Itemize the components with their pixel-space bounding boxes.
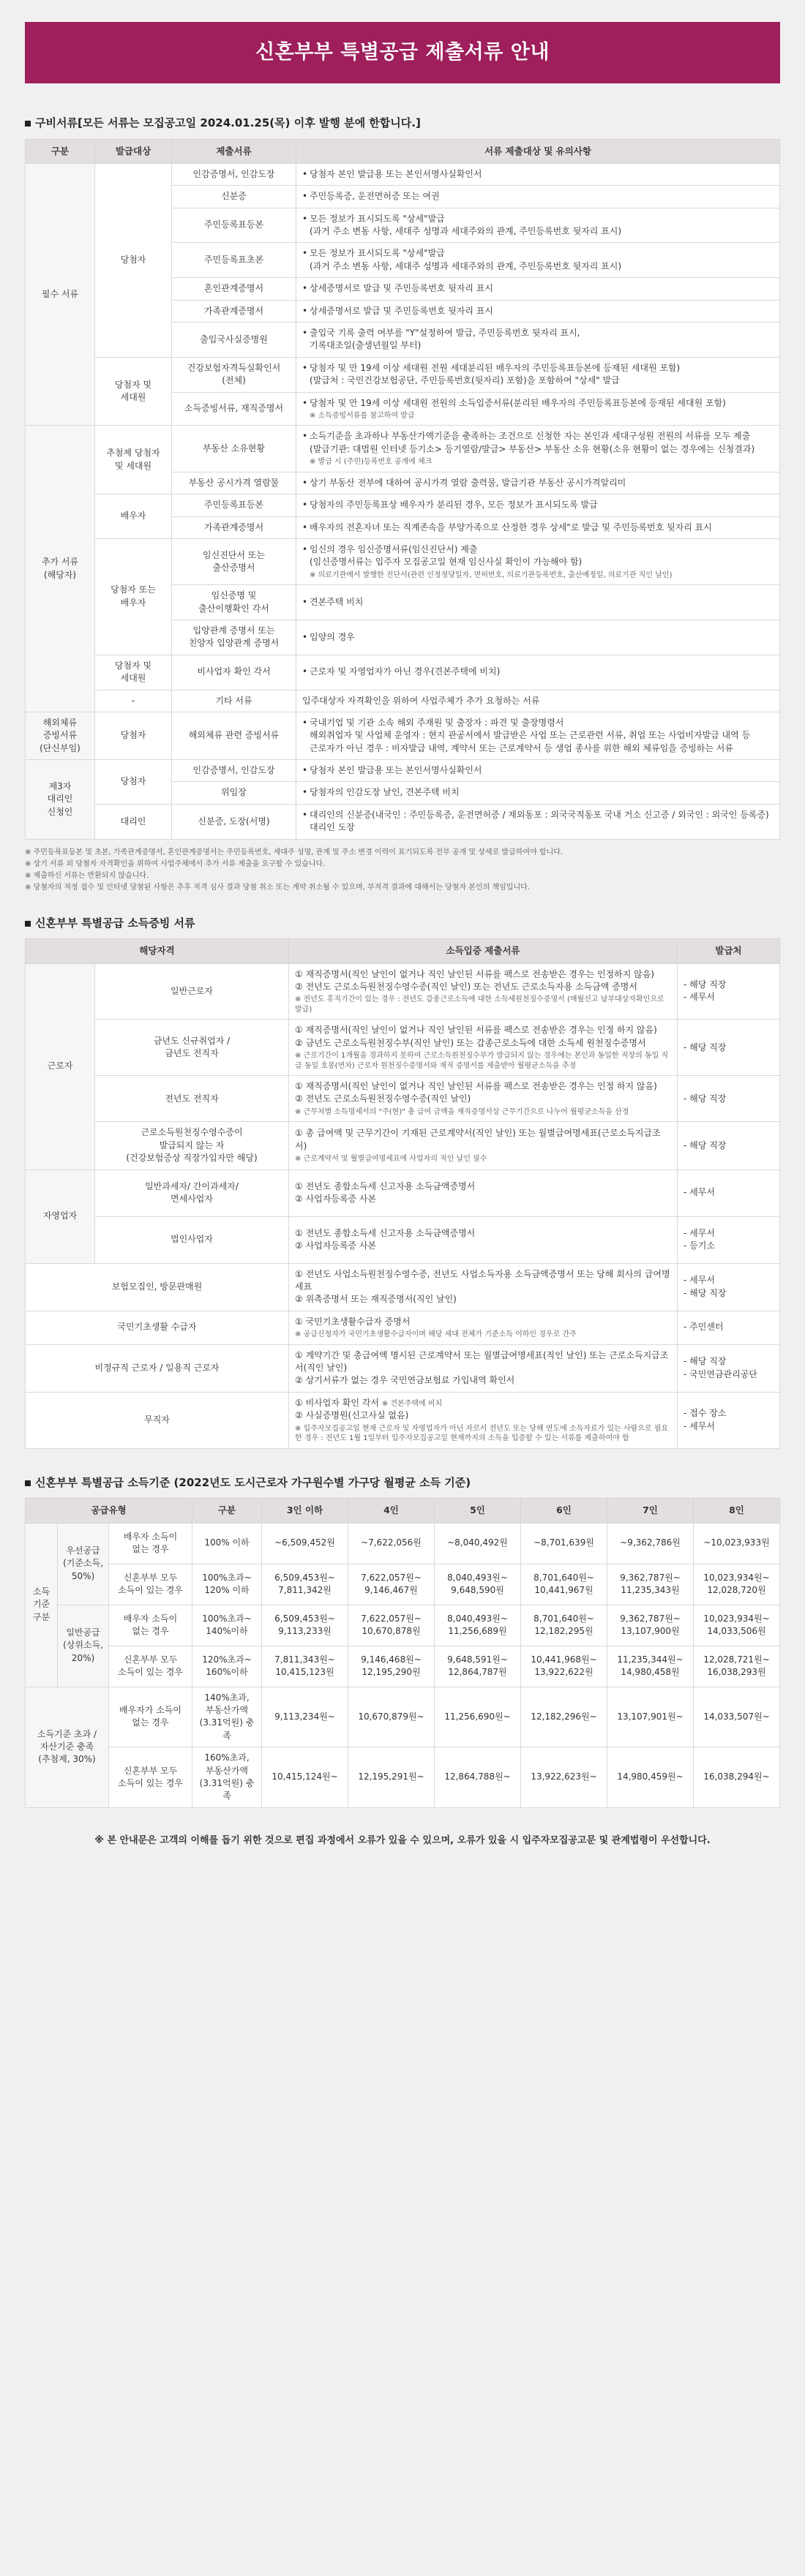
required-documents-section (25, 116, 780, 894)
table-row (26, 1687, 780, 1747)
docs-text: ① 재직증명서(직인 날인이 없거나 직인 날인된 서류를 팩스로 전송받은 경우는 인정 하지 않음) ② 금년도 근로소득원천징수부(직인 날인) 또는 갑종근로소득에 대한 소득세 원천징수증명서 (295, 1025, 657, 1048)
table-row (26, 357, 780, 392)
target-cell: - (95, 690, 172, 712)
value-cell: 13,107,901원~ (607, 1687, 694, 1747)
doc-cell: 가족관계증명서 (172, 516, 296, 538)
qualification-cell: 비정규직 근로자 / 일용직 근로자 (26, 1344, 289, 1392)
issuer-cell: - 주민센터 (678, 1311, 780, 1344)
docs-text: ① 총 급여액 및 근무기간이 기재된 근로계약서(직인 날인) 또는 월별급여명세표(근로소득지급조서) (295, 1128, 661, 1151)
note-item: • 임신의 경우 임신증명서류(임신진단서) 제출 (임신증명서류는 입주자 모집공고일 현재 임신사실 확인이 가능해야 함) ※ 의료기관에서 발행한 진단서(관련 인정정당일자, 면허번호, 의료기관등록번호, 출산예정일, 의료기관 직인 날인) (302, 543, 774, 580)
table-header-row (26, 1499, 780, 1523)
doc-cell: 기타 서류 (172, 690, 296, 712)
value-cell: 12,195,291원~ (348, 1747, 435, 1808)
table-row (26, 963, 780, 1020)
issuer-cell: - 세무서 - 해당 직장 (678, 1263, 780, 1311)
note-item: • 근로자 및 자영업자가 아닌 경우(견본주택에 비치) (302, 666, 774, 678)
column-header: 6인 (521, 1499, 607, 1523)
income-type-cell: 신혼부부 모두 소득이 있는 경우 (109, 1747, 192, 1808)
value-cell: ~10,023,933원 (694, 1523, 780, 1564)
supply-type-cell: 일반공급 (상위소득, 20%) (58, 1605, 109, 1687)
table-row (26, 1747, 780, 1808)
table-row (26, 760, 780, 782)
section-title: 신혼부부 특별공급 소득증빙 서류 (35, 916, 195, 930)
doc-cell: 신분증 (172, 186, 296, 208)
column-header: 발급처 (678, 939, 780, 963)
table-row (26, 163, 780, 185)
note-item: • 당첨자 본인 발급용 또는 본인서명사실확인서 (302, 764, 774, 777)
note-item: • 국내기업 및 기관 소속 해외 주재원 및 출장자 : 파견 및 출장명령서 해외취업자 및 사업체 운영자 : 현지 관공서에서 발급받은 사업 또는 근로관련 서류, 취업 또는 사업비자발급 내역 등 근로자가 아닌 경우 : 비자발급 내역, 계약서 또는 근로계약서 등 생업 종사를 위한 해외 체류임을 증빙하는 서류 (302, 717, 774, 755)
table-row (26, 1392, 780, 1448)
note-mini: ※ 근로기간이 1개월을 경과하지 못하여 근로소득원천징수부가 발급되지 않는 경우에는 본인과 동일한 직장의 동일 직급 동일 호봉(연차) 근로자 원천징수증명서와 재직 증명서를 제출받아 월평균소득을 추정 (295, 1052, 669, 1070)
table-row (26, 1122, 780, 1170)
doc-cell: 가족관계증명서 (172, 300, 296, 322)
value-cell: 16,038,294원~ (694, 1747, 780, 1808)
notes (25, 847, 780, 894)
value-cell: ~8,701,639원 (521, 1523, 607, 1564)
column-header: 구분 (192, 1499, 262, 1523)
income-type-cell: 신혼부부 모두 소득이 있는 경우 (109, 1564, 192, 1605)
table-row (26, 1344, 780, 1392)
supply-type-cell: 우선공급 (기준소득, 50%) (58, 1523, 109, 1605)
value-cell: ~9,362,786원 (607, 1523, 694, 1564)
category-cell: 해외체류 증빙서류 (단신부임) (26, 712, 95, 759)
table-row (26, 655, 780, 690)
table-header-row (26, 939, 780, 963)
value-cell: 10,670,879원~ (348, 1687, 435, 1747)
value-cell: 7,811,343원~ 10,415,123원 (262, 1646, 348, 1687)
condition-cell: 100%초과~ 140%이하 (192, 1605, 262, 1646)
income-proof-table (25, 938, 780, 1448)
table-header-row (26, 139, 780, 163)
page-title: 신혼부부 특별공급 제출서류 안내 (25, 22, 780, 83)
table-row (26, 1311, 780, 1344)
doc-cell: 임신증명 및 출산이행확인 각서 (172, 585, 296, 620)
issuer-cell: - 세무서 - 등기소 (678, 1216, 780, 1263)
condition-cell: 120%초과~ 160%이하 (192, 1646, 262, 1687)
note-mini: ※ 근무처별 소득명세서의 "주(현)" 총 급여 금액을 재직증명서상 근무기간으로 나누어 월평균소득을 산정 (295, 1107, 629, 1116)
doc-cell: 입양관계 증명서 또는 친양자 입양관계 증명서 (172, 619, 296, 655)
docs-text: ① 전년도 종합소득세 신고자용 소득금액증명서 ② 사업자등록증 사본 (289, 1216, 678, 1263)
column-header: 3인 이하 (262, 1499, 348, 1523)
value-cell: 8,040,493원~ 9,648,590원 (435, 1564, 521, 1605)
note-item: • 출입국 기록 출력 여부를 "Y"설정하여 발급, 주민등록번호 뒷자리 표시, 기록대조일(출생년월일 부터) (302, 327, 774, 353)
value-cell: 11,235,344원~ 14,980,458원 (607, 1646, 694, 1687)
value-cell: 10,441,968원~ 13,922,622원 (521, 1646, 607, 1687)
column-header: 해당자격 (26, 939, 289, 963)
note-item: • 당첨자의 인감도장 날인, 견본주택 비치 (302, 786, 774, 799)
value-cell: 10,023,934원~ 14,033,506원 (694, 1605, 780, 1646)
table-row (26, 1076, 780, 1122)
note-item: • 모든 정보가 표시되도록 "상세"발급 (과거 주소 변동 사항, 세대주 성명과 세대주와의 관계, 주민등록번호 뒷자리 표시) (302, 247, 774, 273)
docs-text: ① 재직증명서(직인 날인이 없거나 직인 날인된 서류를 팩스로 전송받은 경우는 인정하지 않음) ② 전년도 근로소득원천징수영수증(직인 날인) 또는 전년도 근로소득자용 소득금액 증명서 (295, 968, 654, 992)
doc-cell: 주민등록표등본 (172, 208, 296, 243)
doc-cell: 소득증빙서류, 재직증명서 (172, 392, 296, 426)
group-cell: 소득 기준 구분 (26, 1523, 58, 1687)
issuer-cell: - 접수 장소 - 세무서 (678, 1392, 780, 1448)
note-item: • 상세증명서로 발급 및 주민등록번호 뒷자리 표시 (302, 282, 774, 295)
table-row (26, 426, 780, 472)
note-mini: ※ 입주자모집공고일 현재 근로자 및 자영업자가 아닌 자로서 전년도 또는 당해 연도에 소득자료가 있는 사람으로 필요한 경우 : 전년도 1월 1일부터 입주자모집공고일 현재까지의 소득을 입증할 수 있는 서류를 제출하여야 함 (295, 1424, 669, 1443)
issuer-cell: - 해당 직장 - 국민연금관리공단 (678, 1344, 780, 1392)
note-mini: ※ 발급 시 (주민)등록번호 공개에 체크 (310, 458, 433, 467)
note-item: • 당첨자 및 만 19세 이상 세대원 전원의 소득입증서류(분리된 배우자의 주민등록표등본에 등재된 세대원 포함) ※ 소득증빙서류를 참고하여 발급 (302, 397, 774, 421)
note-mini: ※ 전년도 휴직기간이 있는 경우 : 전년도 갑종근로소득에 대한 소득세원천징수증명서 (매월신고 납부대상자확인으로 발급) (295, 995, 664, 1014)
value-cell: 6,509,453원~ 9,113,233원 (262, 1605, 348, 1646)
table-row (26, 1646, 780, 1687)
income-proof-section (25, 916, 780, 1449)
docs-text: ① 계약기간 및 총급여액 명시된 근로계약서 또는 월별급여명세표(직인 날인) 또는 근로소득지급조서(직인 날인) ② 상기서류가 없는 경우 국민연금보험료 가입내역 확인서 (289, 1344, 678, 1392)
target-cell: 당첨자 (95, 760, 172, 805)
issuer-cell: - 해당 직장 - 세무서 (678, 963, 780, 1020)
value-cell: 12,182,296원~ (521, 1687, 607, 1747)
note-item: • 당첨자 및 만 19세 이상 세대원 전원 세대분리된 배우자의 주민등록표등본에 등재된 세대원 포함) (발급처 : 국민건강보험공단, 주민등록번호(뒷자리) 포함)을 포함하여 "상세" 발급 (302, 362, 774, 388)
table-row (26, 1263, 780, 1311)
category-cell: 근로자 (26, 963, 95, 1170)
value-cell: 8,040,493원~ 11,256,689원 (435, 1605, 521, 1646)
value-cell: ~6,509,452원 (262, 1523, 348, 1564)
qualification-cell: 보험모집인, 방문판매원 (26, 1263, 289, 1311)
doc-cell: 혼인관계증명서 (172, 278, 296, 300)
note-item: • 소득기준을 초과하나 부동산가액기준을 충족하는 조건으로 신청한 자는 본인과 세대구성원 전원의 서류를 모두 제출 (발급기관: 대법원 인터넷 등기소> 등기열람/발급> 부동산> 부동산 소유 현황(소유 현황이 없는 경우에는 신청결과) ※ 발급 시 (주민)등록번호 공개에 체크 (302, 430, 774, 467)
square-bullet-icon (25, 121, 31, 127)
value-cell: 6,509,453원~ 7,811,342원 (262, 1564, 348, 1605)
qualification-cell: 전년도 전직자 (95, 1076, 289, 1122)
value-cell: 8,701,640원~ 12,182,295원 (521, 1605, 607, 1646)
note-item: • 배우자의 전혼자녀 또는 직계존속을 부양가족으로 산정한 경우 상세"로 발급 및 주민등록번호 뒷자리 표시 (302, 521, 774, 534)
doc-cell: 건강보험자격득실확인서 (전체) (172, 357, 296, 392)
target-cell: 당첨자 또는 배우자 (95, 538, 172, 655)
category-cell: 추가 서류 (해당자) (26, 426, 95, 712)
column-header: 7인 (607, 1499, 694, 1523)
doc-cell: 주민등록표초본 (172, 243, 296, 278)
target-cell: 당첨자 (95, 712, 172, 759)
note-item: • 입양의 경우 (302, 631, 774, 644)
qualification-cell: 일반과세자/ 간이과세자/ 면세사업자 (95, 1170, 289, 1216)
note-line: ※ 상기 서류 외 당첨자 자격확인을 위하여 사업주체에서 추가 서류 제출을 요구할 수 있습니다. (25, 859, 326, 868)
target-cell: 배우자 (95, 494, 172, 539)
value-cell: 10,415,124원~ (262, 1747, 348, 1808)
doc-cell: 출입국사실증명원 (172, 323, 296, 358)
value-cell: 14,033,507원~ (694, 1687, 780, 1747)
value-cell: 7,622,057원~ 10,670,878원 (348, 1605, 435, 1646)
column-header: 4인 (348, 1499, 435, 1523)
doc-cell: 신분증, 도장(서명) (172, 804, 296, 839)
doc-cell: 부동산 공시가격 열람물 (172, 472, 296, 494)
qualification-cell: 금년도 신규취업자 / 금년도 전직자 (95, 1020, 289, 1076)
note-line: ※ 당첨자의 적정 접수 및 인터넷 당첨된 사항은 추후 적격 심사 결과 당첨 취소 또는 계약 취소될 수 있으며, 부적격 결과에 대해서는 당첨자 본인의 책임입니다. (25, 883, 530, 892)
target-cell: 대리인 (95, 804, 172, 839)
income-type-cell: 신혼부부 모두 소득이 있는 경우 (109, 1646, 192, 1687)
target-cell: 추첨제 당첨자 및 세대원 (95, 426, 172, 494)
footer-note: ※ 본 안내문은 고객의 이해를 돕기 위한 것으로 편집 과정에서 오류가 있을 수 있으며, 오류가 있을 시 입주자모집공고문 및 관계법령이 우선합니다. (94, 1834, 711, 1846)
condition-cell: 160%초과, 부동산가액 (3.31억원) 충족 (192, 1747, 262, 1808)
category-cell: 필수 서류 (26, 163, 95, 426)
section-title: 신혼부부 특별공급 소득기준 (2022년도 도시근로자 가구원수별 가구당 월평균 소득 기준) (35, 1475, 471, 1489)
doc-cell: 인감증명서, 인감도장 (172, 760, 296, 782)
supply-type-cell: 소득기준 초과 / 자산기준 충족 (추첨제, 30%) (26, 1687, 109, 1807)
category-cell: 자영업자 (26, 1170, 95, 1263)
docs-text: ① 비사업자 확인 각서 (295, 1397, 379, 1408)
column-header: 구분 (26, 139, 95, 163)
note-mini: ※ 근로계약서 및 월별급여명세표에 사업자의 직인 날인 필수 (295, 1155, 487, 1164)
column-header: 8인 (694, 1499, 780, 1523)
table-row (26, 1020, 780, 1076)
doc-cell: 주민등록표등본 (172, 494, 296, 516)
docs-text: ① 전년도 종합소득세 신고자용 소득금액증명서 ② 사업자등록증 사본 (289, 1170, 678, 1216)
issuer-cell: - 해당 직장 (678, 1020, 780, 1076)
doc-cell: 비사업자 확인 각서 (172, 655, 296, 690)
value-cell: 7,622,057원~ 9,146,467원 (348, 1564, 435, 1605)
doc-cell: 해외체류 관련 증빙서류 (172, 712, 296, 759)
table-row (26, 538, 780, 584)
table-row (26, 1605, 780, 1646)
note-line: ※ 주민등록표등본 및 초본, 가족관계증명서, 혼인관계증명서는 주민등록번호, 세대주 성명, 관계 및 주소 변경 이력이 표기되도록 전부 공개 및 상세로 발급하여야 합니다. (25, 848, 564, 856)
value-cell: ~8,040,492원 (435, 1523, 521, 1564)
square-bullet-icon (25, 1480, 31, 1486)
income-criteria-table (25, 1498, 780, 1807)
qualification-cell: 무직자 (26, 1392, 289, 1448)
docs-text: ① 전년도 사업소득원천징수영수증, 전년도 사업소득자용 소득금액증명서 또는 당해 회사의 급여명세표 ② 위촉증명서 또는 재직증명서(직인 날인) (289, 1263, 678, 1311)
value-cell: 12,028,721원~ 16,038,293원 (694, 1646, 780, 1687)
income-type-cell: 배우자 소득이 없는 경우 (109, 1523, 192, 1564)
issuer-cell: - 세무서 (678, 1170, 780, 1216)
column-header: 5인 (435, 1499, 521, 1523)
value-cell: 12,864,788원~ (435, 1747, 521, 1808)
note-mini: ※ 공급신청자가 국민기초생활수급자이며 해당 세대 전체가 기준소득 이하인 경우로 간주 (295, 1330, 577, 1339)
doc-cell: 부동산 소유현황 (172, 426, 296, 472)
table-row (26, 804, 780, 839)
note-mini: ※ 견본주택에 비치 (381, 1399, 443, 1408)
qualification-cell: 일반근로자 (95, 963, 289, 1020)
value-cell: 10,023,934원~ 12,028,720원 (694, 1564, 780, 1605)
target-cell: 당첨자 및 세대원 (95, 357, 172, 426)
value-cell: 9,146,468원~ 12,195,290원 (348, 1646, 435, 1687)
value-cell: 9,362,787원~ 11,235,343원 (607, 1564, 694, 1605)
doc-cell: 임신진단서 또는 출산증명서 (172, 538, 296, 584)
qualification-cell: 국민기초생활 수급자 (26, 1311, 289, 1344)
doc-cell: 위임장 (172, 782, 296, 804)
section-title: 구비서류[모든 서류는 모집공고일 2024.01.25(목) 이후 발행 분에 한합니다.] (35, 116, 421, 129)
table-row (26, 1564, 780, 1605)
table-row (26, 690, 780, 712)
table-row (26, 1170, 780, 1216)
column-header: 서류 제출대상 및 유의사항 (296, 139, 780, 163)
note-mini: ※ 소득증빙서류를 참고하여 발급 (310, 411, 415, 420)
note-item: • 대리인의 신분증(내국인 : 주민등록증, 운전면허증 / 재외동포 : 외국국적동포 국내 거소 신고증 / 외국인 : 외국인 등록증) 대리인 도장 (302, 809, 774, 835)
column-header: 제출서류 (172, 139, 296, 163)
value-cell: 9,648,591원~ 12,864,787원 (435, 1646, 521, 1687)
value-cell: 9,113,234원~ (262, 1687, 348, 1747)
column-header: 소득입증 제출서류 (289, 939, 678, 963)
note-item: • 당첨자 본인 발급용 또는 본인서명사실확인서 (302, 168, 774, 181)
square-bullet-icon (25, 921, 31, 927)
target-cell: 당첨자 및 세대원 (95, 655, 172, 690)
value-cell: 13,922,623원~ (521, 1747, 607, 1808)
income-criteria-section (25, 1475, 780, 1808)
table-row (26, 494, 780, 516)
value-cell: ~7,622,056원 (348, 1523, 435, 1564)
income-type-cell: 배우자가 소득이 없는 경우 (109, 1687, 192, 1747)
value-cell: 9,362,787원~ 13,107,900원 (607, 1605, 694, 1646)
table-row (26, 1523, 780, 1564)
condition-cell: 100% 이하 (192, 1523, 262, 1564)
category-cell: 제3자 대리인 신청인 (26, 760, 95, 840)
note-item: • 상기 부동산 전부에 대하여 공시가격 열람 출력물, 발급기관 부동산 공시가격알리미 (302, 477, 774, 489)
income-type-cell: 배우자 소득이 없는 경우 (109, 1605, 192, 1646)
qualification-cell: 법인사업자 (95, 1216, 289, 1263)
docs-text: ② 사실증명원(신고사실 없음) (295, 1410, 409, 1421)
issuer-cell: - 해당 직장 (678, 1122, 780, 1170)
docs-text: ① 국민기초생활수급자 증명서 (295, 1316, 411, 1327)
value-cell: 14,980,459원~ (607, 1747, 694, 1808)
value-cell: 8,701,640원~ 10,441,967원 (521, 1564, 607, 1605)
note-item: • 견본주택 비치 (302, 596, 774, 609)
docs-text: ① 재직증명서(직인 날인이 없거나 직인 날인된 서류를 팩스로 전송받은 경우는 인정 하지 않음) ② 전년도 근로소득원천징수영수증(직인 날인) (295, 1081, 657, 1104)
note-item: • 모든 정보가 표시되도록 "상세"발급 (과거 주소 변동 사항, 세대주 성명과 세대주와의 관계, 주민등록번호 뒷자리 표시) (302, 213, 774, 238)
condition-cell: 100%초과~ 120% 이하 (192, 1564, 262, 1605)
required-documents-table (25, 139, 780, 840)
condition-cell: 140%초과, 부동산가액 (3.31억원) 충족 (192, 1687, 262, 1747)
note-item: • 당첨자의 주민등록표상 배우자가 분리된 경우, 모든 정보가 표시되도록 발급 (302, 499, 774, 511)
value-cell: 11,256,690원~ (435, 1687, 521, 1747)
table-row (26, 712, 780, 759)
column-header: 공급유형 (26, 1499, 192, 1523)
note-line: ※ 제출하신 서류는 반환되지 않습니다. (25, 871, 149, 880)
note-mini: ※ 의료기관에서 발행한 진단서(관련 인정정당일자, 면허번호, 의료기관등록번호, 출산예정일, 의료기관 직인 날인) (310, 570, 673, 579)
note-item: • 주민등록증, 운전면허증 또는 여권 (302, 190, 774, 203)
issuer-cell: - 해당 직장 (678, 1076, 780, 1122)
column-header: 발급대상 (95, 139, 172, 163)
note-cell: 입주대상자 자격확인을 위하여 사업주체가 추가 요청하는 서류 (296, 690, 780, 712)
note-item: • 상세증명서로 발급 및 주민등록번호 뒷자리 표시 (302, 305, 774, 317)
doc-cell: 인감증명서, 인감도장 (172, 163, 296, 185)
target-cell: 당첨자 (95, 163, 172, 357)
qualification-cell: 근로소득원천징수영수증이 발급되지 않는 자 (건강보험증상 직장가입자만 해당) (95, 1122, 289, 1170)
table-row (26, 1216, 780, 1263)
